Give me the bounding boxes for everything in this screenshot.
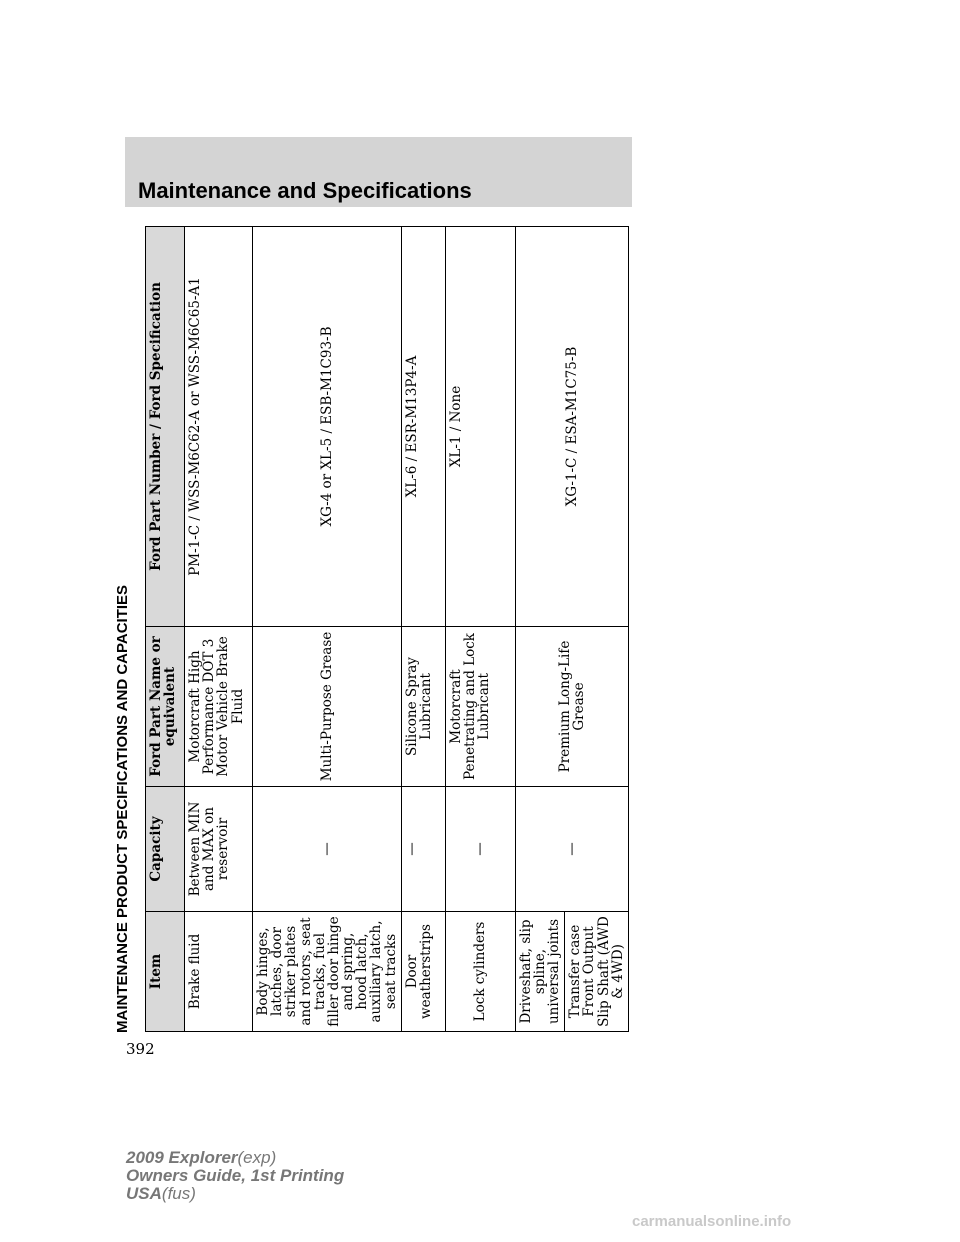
table-row	[515, 227, 565, 1032]
cell-item: Door weatherstrips	[401, 912, 445, 1032]
footer-model-code: (exp)	[237, 1148, 277, 1167]
cell-part-name: Silicone Spray Lubricant	[401, 627, 445, 787]
cell-capacity: —	[401, 787, 445, 912]
column-header-capacity: Capacity	[146, 787, 185, 912]
spec-table	[145, 226, 629, 1032]
cell-part-number: XL-6 / ESR-M13P4-A	[401, 227, 445, 627]
footer-model: 2009 Explorer	[126, 1148, 238, 1167]
footer-guide: Owners Guide, 1st Printing	[126, 1166, 345, 1185]
cell-capacity: —	[445, 787, 515, 912]
footer-market-code: (fus)	[161, 1184, 196, 1203]
spec-table-container	[145, 227, 626, 1032]
column-header-item: Item	[146, 912, 185, 1032]
column-header-part-number: Ford Part Number / Ford Specification	[146, 227, 185, 627]
table-row	[253, 227, 402, 1032]
watermark: carmanualsonline.info	[632, 1213, 792, 1230]
cell-part-name: Motorcraft Penetrating and Lock Lubricant	[445, 627, 515, 787]
cell-item-2: Transfer case Front Output Slip Shaft (AWD & 4WD)	[565, 912, 629, 1032]
cell-part-name: Motorcraft High Performance DOT 3 Motor Vehicle Brake Fluid	[185, 627, 253, 787]
table-title: MAINTENANCE PRODUCT SPECIFICATIONS AND CAPACITIES	[114, 584, 131, 1033]
table-row	[185, 227, 253, 1032]
cell-item: Driveshaft, slip spline, universal joints	[515, 912, 565, 1032]
cell-part-number: XG-4 or XL-5 / ESB-M1C93-B	[253, 227, 402, 627]
cell-part-number: XL-1 / None	[445, 227, 515, 627]
cell-part-number: XG-1-C / ESA-M1C75-B	[515, 227, 628, 627]
cell-part-number: PM-1-C / WSS-M6C62-A or WSS-M6C65-A1	[185, 227, 253, 627]
page-number: 392	[126, 1040, 155, 1058]
cell-part-name: Premium Long-Life Grease	[515, 627, 628, 787]
cell-item: Lock cylinders	[445, 912, 515, 1032]
footer-market: USA	[126, 1184, 162, 1203]
section-title: Maintenance and Specifications	[138, 178, 472, 203]
table-row	[401, 227, 445, 1032]
cell-capacity: —	[253, 787, 402, 912]
table-header-row	[146, 227, 185, 1032]
cell-item: Body hinges, latches, door striker plates and rotors, seat tracks, fuel filler door hinge and spring, hood latch, auxiliary latch, seat tracks	[253, 912, 402, 1032]
column-header-part-name: Ford Part Name or equivalent	[146, 627, 185, 787]
cell-part-name: Multi-Purpose Grease	[253, 627, 402, 787]
footer-print-info	[126, 1149, 344, 1203]
cell-capacity: Between MIN and MAX on reservoir	[185, 787, 253, 912]
cell-item: Brake fluid	[185, 912, 253, 1032]
table-row	[445, 227, 515, 1032]
cell-capacity: —	[515, 787, 628, 912]
